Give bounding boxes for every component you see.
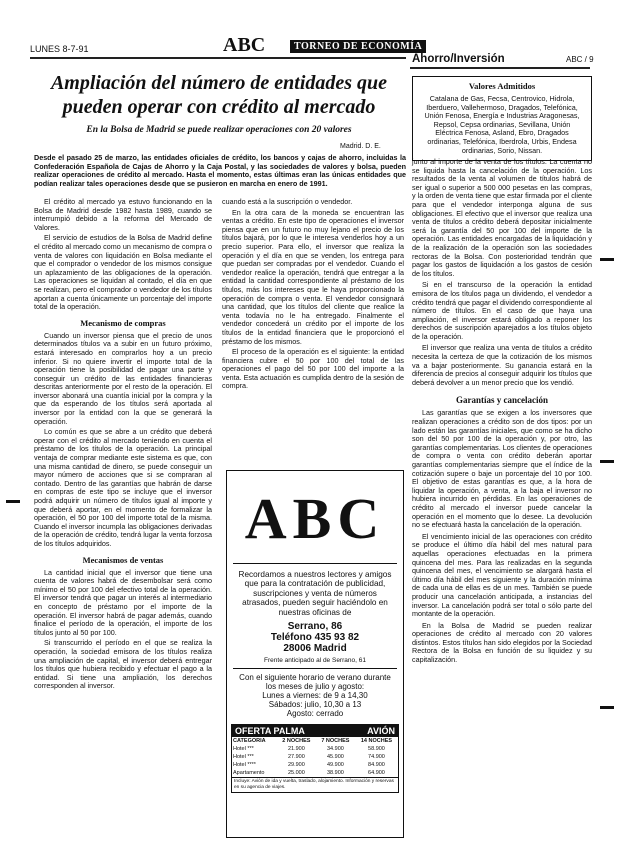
ad-street: Serrano, 86 (287, 621, 343, 633)
margin-mark (600, 706, 614, 709)
col1-paragraph: Cuando un inversor piensa que el precio de unos determinados títulos va a subir en un futuro próximo, estará interesado en comprarlos hoy a un precio inferior. Si no quiere invertir el importe total de la operación tiene la posibilidad de pagar una parte y conseguir un crédito de las entidades financieras descritas anteriormente por el resto de la operación. El inversor abonará una cuantía inicial por la compra y la que da esperando de los títulos será aportada al inversor por la entidad con la que se generará la operación. (34, 330, 212, 426)
ad-hours-august: Agosto: cerrado (286, 709, 344, 719)
column-1 (34, 198, 212, 691)
valores-title: Valores Admitidos (468, 81, 536, 91)
column-3 (412, 158, 592, 665)
offer-title: OFERTA PALMA (235, 726, 305, 737)
byline: Madrid. D. E. (340, 143, 381, 150)
col3-subhead-garantias: Garantías y cancelación (456, 395, 548, 406)
table-row (232, 761, 398, 769)
col3-paragraph: El inversor que realiza una venta de títulos a crédito necesita la certeza de que la cotización de los mismos va a bajar posteriormente. Su ganancia estará en la diferencia de precios al conseguir adquirir los títulos que deberá devolver a un menor precio que los vendió. (412, 343, 592, 387)
table-row (232, 769, 398, 777)
col2-paragraph: cuando está a la suscripción o vendedor. (222, 197, 353, 206)
col1-subhead-ventas: Mecanismos de ventas (82, 554, 164, 565)
offer-cell: 29.900 (287, 762, 305, 769)
margin-mark (6, 500, 20, 503)
header-rule (30, 57, 406, 59)
lead-paragraph: Desde el pasado 25 de marzo, las entidades oficiales de crédito, los bancos y cajas de ahorro, incluidas la Confederación Española de Cajas de Ahorro y la Caja Postal, y las sociedades de valores y bolsa, pueden realizar operaciones de crédito al mercado. Hasta el momento, estas últimas eran las únicas entidades que podían realizar tales operaciones desde que se pusieron en marcha en enero de 1991. (34, 153, 406, 188)
offer-cell: 84.900 (368, 762, 385, 769)
ad-hours-saturday: Sábados: julio, 10,30 a 13 (268, 700, 362, 710)
supplement-title: TORNEO DE ECONOMÍA (290, 40, 426, 53)
advertisement-box (226, 470, 404, 838)
headline-line-2: pueden operar con crédito al mercado (62, 96, 376, 118)
offer-footer: Incluye: Avión de ida y vuelta, traslado, alojamiento. Información y reservas en su agencia de viajes. (232, 777, 398, 791)
headline-line-1: Ampliación del número de entidades que (50, 72, 388, 94)
table-row (232, 753, 398, 761)
col3-paragraph: El vencimiento inicial de las operaciones con crédito se produce el último día hábil del mes natural para aquellas operaciones efectuadas en la primera quincena del mes. Para las realizadas en la segunda quincena del mes, el vencimiento se alargará hasta el último día hábil del mes siguiente y la duración mínima de cada una de ellas es de un mes. También se puede producir una cancelación anticipada, a instancias del inversor. La cancelación podrá ser total o sólo parte del montante de la operación. (412, 531, 592, 619)
offer-cell: 34.900 (327, 746, 344, 753)
ad-hours-intro: Con el siguiente horario de verano durante los meses de julio y agosto: (239, 673, 391, 692)
col3-paragraph: Las garantías que se exigen a los inversores que realizan operaciones a crédito son de dos tipos: por un lado están las garantías iniciales, que como se ha dicho son del 50 por 100 de la operación y, por otro, las garantías complementarias. Los clientes de operaciones de compra o venta con crédito deberán aportar garantías complementarias siempre que el índice de la cotización supere o baje un porcentaje del 10 por 100. El objetivo de estas garantías es que, a la hora de liquidar la operación, a venta, a la baja el inversor no hubiera incurrido en pérdidas. En las operaciones de crédito al mercado el inversor puede cancelar la operación en el momento que lo desee. La devolución no se efectuará hasta la cancelación de la operación. (412, 408, 592, 530)
offer-cell: 74.900 (368, 754, 385, 761)
section-title: Ahorro/Inversión (412, 53, 505, 65)
offer-col-header: 7 NOCHES (321, 738, 350, 745)
ad-phone: Teléfono 435 93 82 (270, 632, 360, 644)
section-rule (410, 67, 590, 69)
offer-cell: 49.900 (327, 762, 344, 769)
offer-cell: Apartamento (233, 770, 265, 777)
ad-divider (233, 668, 397, 669)
col1-paragraph: El crédito al mercado ya estuvo funcionando en la Bolsa de Madrid desde 1982 hasta 1989, cuando se interrumpió debido a la reforma del Mercado de Valores. (34, 197, 212, 232)
valores-box (412, 76, 592, 161)
offer-cell: 27.900 (287, 754, 305, 761)
offer-cell: 38.900 (327, 770, 344, 777)
table-row (232, 745, 398, 753)
brand-logo: ABC (223, 34, 266, 56)
col3-paragraph: En la Bolsa de Madrid se pueden realizar operaciones de crédito al mercado con 20 valores distintos. Estos títulos han sido elegidos por la Sociedad Rectora de la Bolsa en función de su liquidez y su capitalización. (412, 620, 592, 665)
offer-cell: 21.900 (287, 746, 305, 753)
offer-cell: Hotel *** (233, 746, 254, 753)
page-number: ABC / 9 (566, 55, 594, 64)
subheadline: En la Bolsa de Madrid se puede realizar operaciones con 20 valores (86, 125, 352, 135)
offer-col-header: 14 NOCHES (360, 738, 393, 745)
offer-cell: 45.900 (327, 754, 344, 761)
offer-cell: 64.900 (368, 770, 385, 777)
offer-cell: 25.000 (287, 770, 305, 777)
offer-col-header: CATEGORIA (233, 738, 266, 745)
col3-paragraph: Si en el transcurso de la operación la entidad emisora de los títulos paga un dividendo, el vendedor a crédito tendrá que pagar el dividendo correspondiente al número de títulos. En el caso de que haya una ampliación, el inversor estará obligado a reponer los derechos de suscripción aparejados a los títulos objeto de la operación. (412, 280, 592, 341)
offer-cell: Hotel **** (233, 762, 256, 769)
col1-paragraph: El servicio de estudios de la Bolsa de Madrid define el crédito al mercado como un mecanismo de compra o venta de valores con liquidación en Bolsa mediante el que el comprador o vendedor de los mismos consigue un aplazamiento de las obligaciones de la operación. Las operaciones se liquidan al contado, el día en que se realizan, pero el comprador o vendedor de los títulos aportan a cuenta únicamente un porcentaje del importe total de la operación. (34, 233, 212, 312)
col2-paragraph: El proceso de la operación es el siguiente: la entidad financiera cubre el 50 por 100 del total de las operaciones el pago del 50 por 100 del importe a la venta. Esta actuación es cumplida dentro de la sesión de compra. (222, 347, 404, 391)
valores-list: Catalana de Gas, Fecsa, Centrovico, Hidrola, Iberduero, Vallehermoso, Dragados, Telefónica, Unión Fenosa, Energía e Industrias Aragonesas, Repsol, Cepsa ordinarias, Sevillana, Unión Eléctrica Fenosa, Asland, Ebro, Dragados ordinarias, Telefónica, Iberdrola, Urbis, Endesa ordinarias, Sorio, Nissan. (424, 94, 580, 155)
col1-paragraph: La cantidad inicial que el inversor que tiene una cuenta de valores habrá de desembolsar será como mínimo el 50 por 100 del efectivo total de la operación. El inversor tendrá que pagar un interés al intermediario en concepto de préstamo por el importe de la operación. El inversor habrá de pagar además, cuando finalice el período de la operación, el importe de los títulos junto al 50 por 100. (34, 567, 212, 637)
column-2 (222, 198, 404, 391)
offer-table-header (232, 737, 398, 745)
offer-cell: Hotel *** (233, 754, 254, 761)
offer-cell: 58.900 (368, 746, 385, 753)
ad-tagline: Recordamos a nuestros lectores y amigos que para la contratación de publicidad, suscripciones y venta de números atrasados, pueden seguir haciéndolo en nuestras oficinas de (238, 570, 392, 617)
offer-header (232, 725, 398, 737)
col1-subhead-compras: Mecanismo de compras (80, 317, 166, 328)
offer-table (232, 737, 398, 777)
ad-alt-address: Frente anticipado al de Serrano, 61 (264, 657, 366, 665)
margin-mark (600, 258, 614, 261)
offer-box (231, 724, 399, 792)
ad-city: 28006 Madrid (283, 643, 347, 655)
offer-col-header: 2 NOCHES (282, 738, 311, 745)
ad-divider (233, 563, 397, 564)
ad-logo: ABC (244, 486, 386, 551)
margin-mark (600, 460, 614, 463)
col1-paragraph: Lo común es que se abre a un crédito que deberá operar con el crédito al mercado teniendo en cuenta el préstamo de los títulos de la operación. La principal ventaja de comprar mediante este sistema es que, con una misma cantidad de dinero, se puede conseguir un mayor número de acciones que si se compraran al contado. Dentro de las garantías que habrán de darse en compras de este tipo se incluye que el inversor podrá adquirir un número de títulos igual al importe y que deberá aportar, en el momento de formalizar la operación, el 50 por 100 del importe total de la misma. Cuando el inversor incumpla las obligaciones derivadas de la operación de crédito, tendrá lugar la venta forzosa de los títulos adquiridos. (34, 427, 212, 548)
col3-paragraph: junto al importe de la venta de los títulos. La cuenta no se liquida hasta la cancelación de la operación. Los resultados de la venta al volumen de títulos habrá de ser igual o superior a 500 000 pesetas en las compras, y la orden de venta tiene que estar firmada por el cliente para que el vendedor interponga alguna de sus obligaciones. El efectivo que el inversor que realiza una venta de títulos a crédito deberá depositar inicialmente será la garantía del 50 por 100 del importe de la operación. Las entidades encargadas de la liquidación y de la realización de la operación son las sociedades rectoras de la Bolsa. Con posterioridad tendrán que pagar los gastos de liquidación a los gastos de cesión de los títulos. (412, 157, 592, 278)
col1-paragraph: Si transcurrido el período en el que se realiza la operación, la sociedad emisora de los títulos realiza una ampliación de capital, el inversor deberá entregar los títulos que hubiera recibido y efectuar el pago a la entidad. Si tiene una ampliación, los derechos corresponden al inversor. (34, 638, 212, 691)
issue-date: LUNES 8-7-91 (30, 44, 89, 54)
col2-paragraph: En la otra cara de la moneda se encuentran las ventas a crédito. En este tipo de operaciones el inversor piensa que en un futuro no muy lejano el precio de los títulos bajará, por lo que le interesa venderlos hoy a un precio superior. Para ello, el inversor que realiza la operación y el día en que se venden, los entrega para que puedan ser compradas por el vendedor. Cuando el vendedor realice la operación, tendrá que entregar a la entidad la cantidad correspondiente al préstamo de los títulos, más los intereses que le haya proporcionado la operación de compra o venta. El vendedor consignará una cantidad, que los títulos del cliente que realice la venta todavía no le ha entregado. Finalmente el vendedor concederá un crédito por el importe de los títulos de la entidad financiera que le proporcionó el préstamo de los mismos. (222, 207, 404, 346)
ad-hours-weekdays: Lunes a viernes: de 9 a 14,30 (262, 691, 368, 701)
offer-mode: AVIÓN (367, 726, 395, 737)
